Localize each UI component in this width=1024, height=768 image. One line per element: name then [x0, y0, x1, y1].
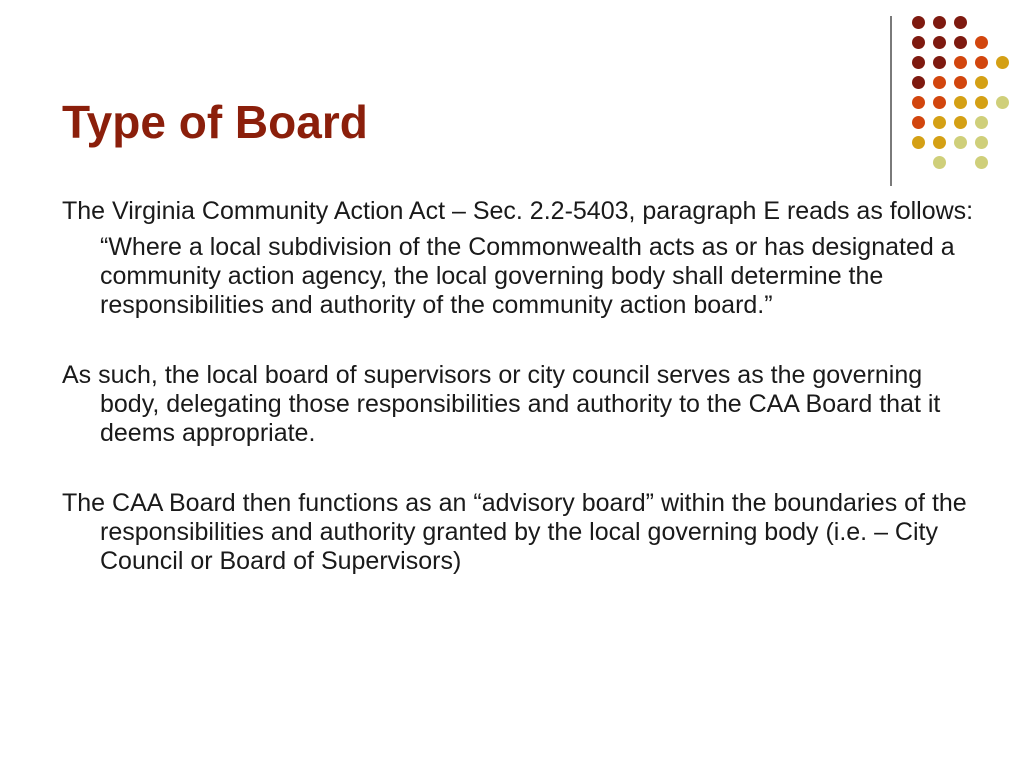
decor-dot	[933, 36, 946, 49]
decor-dot	[954, 96, 967, 109]
dot-grid-decoration	[900, 14, 1010, 164]
decor-dot	[975, 96, 988, 109]
decor-dot	[912, 96, 925, 109]
vertical-divider	[890, 16, 892, 186]
decor-dot	[996, 56, 1009, 69]
decor-dot	[975, 136, 988, 149]
decor-dot	[912, 56, 925, 69]
decor-dot	[954, 56, 967, 69]
decor-dot	[954, 76, 967, 89]
decor-dot	[933, 56, 946, 69]
decor-dot	[975, 76, 988, 89]
decor-dot	[954, 36, 967, 49]
decor-dot	[912, 136, 925, 149]
decor-dot	[933, 76, 946, 89]
slide-title: Type of Board	[62, 96, 368, 148]
body-paragraph-governing-body: As such, the local board of supervisors or city council serves as the governing body, delegating those responsibilities and authority to the CAA Board that it deems appropriate.	[62, 361, 941, 447]
decor-dot	[933, 136, 946, 149]
slide-body	[62, 197, 982, 576]
decor-dot	[954, 136, 967, 149]
decor-dot	[996, 96, 1009, 109]
body-paragraph-act-reference: The Virginia Community Action Act – Sec. 2.2-5403, paragraph E reads as follows:	[62, 197, 974, 225]
decor-dot	[912, 16, 925, 29]
decor-dot	[975, 56, 988, 69]
decor-dot	[933, 96, 946, 109]
body-quote: “Where a local subdivision of the Commonwealth acts as or has designated a community action agency, the local governing body shall determine the responsibilities and authority of the community action board.”	[100, 233, 955, 319]
decor-dot	[975, 36, 988, 49]
decor-dot	[954, 116, 967, 129]
decor-dot	[912, 76, 925, 89]
decor-dot	[933, 16, 946, 29]
decor-dot	[975, 156, 988, 169]
decor-dot	[912, 116, 925, 129]
decor-dot	[912, 36, 925, 49]
decor-dot	[933, 116, 946, 129]
decor-dot	[933, 156, 946, 169]
decor-dot	[975, 116, 988, 129]
decor-dot	[954, 16, 967, 29]
body-paragraph-advisory-board: The CAA Board then functions as an “advisory board” within the boundaries of the responsibilities and authority granted by the local governing body (i.e. – City Council or Board of Supervisors)	[62, 489, 967, 575]
